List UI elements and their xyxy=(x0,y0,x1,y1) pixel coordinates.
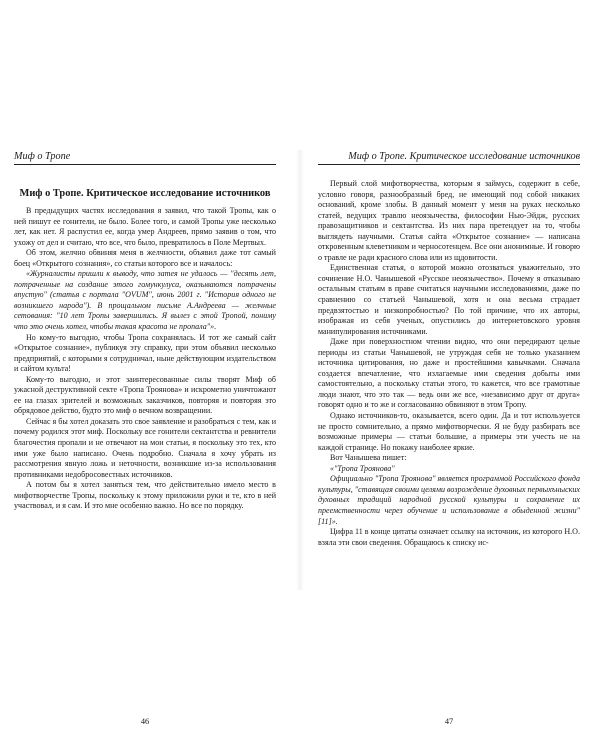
right-paragraph-1: Первый слой мифотворчества, которым я займусь, содержит в себе, условно говоря, разнообразный бред, не имеющий под собой никаких оснований, кроме злобы. В данный момент у меня на руках несколько статей, ведущих травлю неоязычества, философии Нью-Эйдж, русских правозащитников и сектантства. Из них пара претендует на то, чтобы выглядеть научными. Статья сайта «Открытое сознание» — написана откровенным клеветником и черносотенцем. Все они анонимные. И говорю о травле не ради красного слова или из щдовитости. xyxy=(318,179,580,262)
left-paragraph-2: Об этом, желчно обвиняя меня в желчности, объявил даже тот самый боец «Открытого сознания», со статьи которого все и началось: xyxy=(14,248,276,268)
left-paragraph-1: В предыдущих частях исследования я заявил, что такой Тропы, как о ней пишут ее гонители, не было. Более того, и самой Тропы уже несколько лет, как нет. Я распустил ее, когда умер Андреев, прямо заявив о том, что ухожу от дел и считаю, что все, что было, превратилось в Поле Мертвых. xyxy=(14,206,276,247)
left-paragraph-4: Но кому-то выгодно, чтобы Тропа сохранялась. И тот же самый сайт «Открытое сознание», публикуя эту справку, при этом объявил несколько предприятий, с которыми я сотрудничал, ныне действующим издательством и сайтом культа! xyxy=(14,332,276,374)
right-paragraph-5: Вот Чанышева пишет: xyxy=(330,453,407,463)
right-quote-heading: «"Тропа Трояновa" xyxy=(330,463,395,473)
left-page-number: 46 xyxy=(140,717,150,726)
right-paragraph-2: Единственная статья, о которой можно отозваться уважительно, это сочинение Н.О. Чанышевой «Русское неоязычество». Почему я отказываю остальным статьям в праве считаться научными исследованиями, даже по сравнению со статьей Чанышевой, хотя и она весьма страдает предвзятостью и низкопробностью? По той причине, что их авторы, изображая из себя ученых, опустились до интернетовского уровня манипулирования источниками. xyxy=(318,263,580,336)
right-paragraph-8: Цифра 11 в конце цитаты означает ссылку на источник, из которого Н.О. взяла эти свои сведения. Обращаюсь к списку ис- xyxy=(318,527,580,547)
left-paragraph-5: Кому-то выгодно, и этот заинтересованные силы творят Миф об ужасной деструктивной секте «Тропа Трояновa» и искрометно уничтожают ее на глазах зрителей и возможных заказчиков, повторяя и повторяя это обрядовое действо, будто это миф о вечном возвращении. xyxy=(14,374,276,416)
left-running-head: Миф о Тропе xyxy=(14,150,276,165)
right-running-head: Миф о Тропе. Критическое исследование источников xyxy=(318,150,580,165)
right-quote-body: Официально "Тропа Трояновa" является программой Российского фонда культуры, "ставящая своими целями возрождение духовных первыхъныских духовных традиций народной русской культуры и сохранение их преемственности через обучение и использование в обыденной жизни" [11]». xyxy=(318,474,580,526)
left-paragraph-7: А потом бы я хотел заняться тем, что действительно имело место в мифотворчестве Тропы, поскольку к этому приложили руки и те, кто в ней участвовал, и я сам. И это мне особенно важно. Но все по порядку. xyxy=(14,480,276,511)
left-quote: «Журналисты пришли к выводу, что затея не удалось — "десять лет, потраченные на создание этого гомункулуса, оказываются потрачены впустую" (статья с портала "OVUM", июнь 2001 г. "История одного не возникшего народа"). В прощальном письме А.Андреева — желчные сетования: "10 лет Тропы завершились. Я вылез с этой Тропой, пониму что это очень хотел, чтобы такая красота не пропала"». xyxy=(14,269,276,332)
right-page-number: 47 xyxy=(444,717,454,726)
right-page xyxy=(318,150,580,726)
right-page-body xyxy=(318,179,580,548)
right-paragraph-4: Однако источников-то, оказывается, всего один. Да и тот используется не просто сомнительно, а прямо мифотворчески. Я не буду разбирать все возможные примеры — статьи большие, а примеры эти учесть не на каждой странице. Но покажу наиболее яркие. xyxy=(318,411,580,452)
right-paragraph-3: Даже при поверхностном чтении видно, что они передирают целые периоды из статьи Чанышевой, не утруждая себя не только указанием источника цитирования, но даже и простейшими кавычками. Сначала создается впечатление, что излагаемые ими сведения добыты ими самостоятельно, а поскольку статьи этого, то кажется, что все грамотные люди знают, что это так — ведь они же все, «независимо друг от друга» говорят одно и то же и согласованно обвиняют в этом Тропу. xyxy=(318,337,580,410)
chapter-title: Миф о Тропе. Критическое исследование источников xyxy=(19,188,271,199)
gutter-shadow xyxy=(296,150,304,590)
left-page xyxy=(14,150,276,726)
left-paragraph-6: Сейчас я бы хотел доказать это свое заявление и разобраться с тем, как и почему родился этот миф. Поскольку все гонители сектантства и ревнители благочестия пропали и не отвечают на мои статьи, я поскольку это тех, кто ими уже было написано. Очень подробно. Сначала я хочу убрать из рассмотрения явную ложь и неточности, возникшие из-за использования противниками недобросовестных источников. xyxy=(14,416,276,479)
left-page-body xyxy=(14,187,276,512)
